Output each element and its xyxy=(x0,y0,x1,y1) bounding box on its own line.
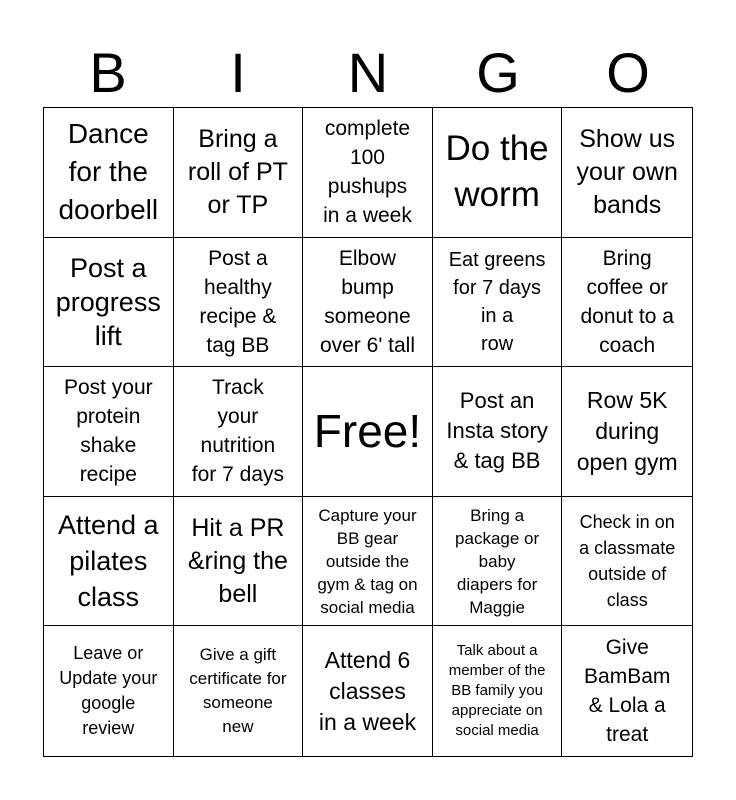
bingo-cell[interactable] xyxy=(562,108,692,238)
bingo-cell-text: Show us your own bands xyxy=(576,124,678,219)
header-letter-g: G xyxy=(476,41,520,104)
bingo-cell[interactable] xyxy=(562,626,692,756)
bingo-cell-text: Elbow bump someone over 6' tall xyxy=(319,246,416,357)
bingo-cell-text: Hit a PR &ring the bell xyxy=(187,513,288,608)
bingo-cell[interactable] xyxy=(433,626,563,756)
bingo-cell[interactable] xyxy=(44,367,174,497)
header-letter-o: O xyxy=(606,41,650,104)
bingo-cell[interactable] xyxy=(562,367,692,497)
bingo-cell-text: Post a healthy recipe & tag BB xyxy=(199,246,277,357)
bingo-cell-text: Post a progress lift xyxy=(55,252,161,351)
bingo-cell-text: Track your nutrition for 7 days xyxy=(191,376,284,487)
bingo-cell[interactable] xyxy=(174,497,304,627)
header-letter-n: N xyxy=(347,41,389,104)
bingo-cell-text: Capture your BB gear outside the gym & tag on social media xyxy=(317,505,418,617)
bingo-cell-text: Bring coffee or donut to a coach xyxy=(580,246,674,357)
header-letter-i: I xyxy=(230,41,246,104)
bingo-cell-text: Attend a pilates class xyxy=(58,510,159,613)
bingo-cell-text: Do the worm xyxy=(445,129,549,215)
bingo-cell-text: Check in on a classmate outside of class xyxy=(579,512,676,611)
bingo-cell[interactable] xyxy=(174,238,304,368)
bingo-cell[interactable] xyxy=(562,497,692,627)
bingo-cell[interactable] xyxy=(433,367,563,497)
bingo-cell[interactable] xyxy=(303,497,433,627)
bingo-cell[interactable] xyxy=(303,626,433,756)
bingo-cell-text: Post your protein shake recipe xyxy=(63,376,153,487)
bingo-cell-text: Bring a package or baby diapers for Maggie xyxy=(455,505,540,617)
bingo-cell[interactable] xyxy=(562,238,692,368)
bingo-cell-text: Free! xyxy=(313,405,422,458)
bingo-cell-text: Bring a roll of PT or TP xyxy=(187,124,288,219)
free-space-cell[interactable] xyxy=(303,367,433,497)
header-letter-b: B xyxy=(89,41,127,104)
bingo-cell[interactable] xyxy=(44,238,174,368)
bingo-cell-text: Dance for the doorbell xyxy=(58,118,159,226)
bingo-cell[interactable] xyxy=(44,626,174,756)
bingo-cell[interactable] xyxy=(44,497,174,627)
bingo-cell[interactable] xyxy=(433,238,563,368)
bingo-cell[interactable] xyxy=(174,108,304,238)
bingo-header xyxy=(43,40,693,106)
bingo-cell-text: Eat greens for 7 days in a row xyxy=(448,248,546,355)
bingo-cell[interactable] xyxy=(303,238,433,368)
bingo-cell[interactable] xyxy=(433,497,563,627)
bingo-cell-text: Row 5K during open gym xyxy=(576,386,678,475)
bingo-grid xyxy=(43,107,693,757)
bingo-cell-text: Give BamBam & Lola a treat xyxy=(584,636,671,747)
bingo-cell-text: Give a gift certificate for someone new xyxy=(189,645,287,737)
bingo-cell[interactable] xyxy=(433,108,563,238)
bingo-cell-text: Talk about a member of the BB family you appreciate on social media xyxy=(448,642,546,740)
bingo-cell-text: Attend 6 classes in a week xyxy=(318,646,417,735)
bingo-cell-text: complete 100 pushups in a week xyxy=(323,117,412,228)
bingo-cell[interactable] xyxy=(303,108,433,238)
bingo-cell-text: Post an Insta story & tag BB xyxy=(446,388,548,474)
bingo-cell-text: Leave or Update your google review xyxy=(59,643,158,739)
bingo-cell[interactable] xyxy=(44,108,174,238)
bingo-cell[interactable] xyxy=(174,626,304,756)
bingo-cell[interactable] xyxy=(174,367,304,497)
